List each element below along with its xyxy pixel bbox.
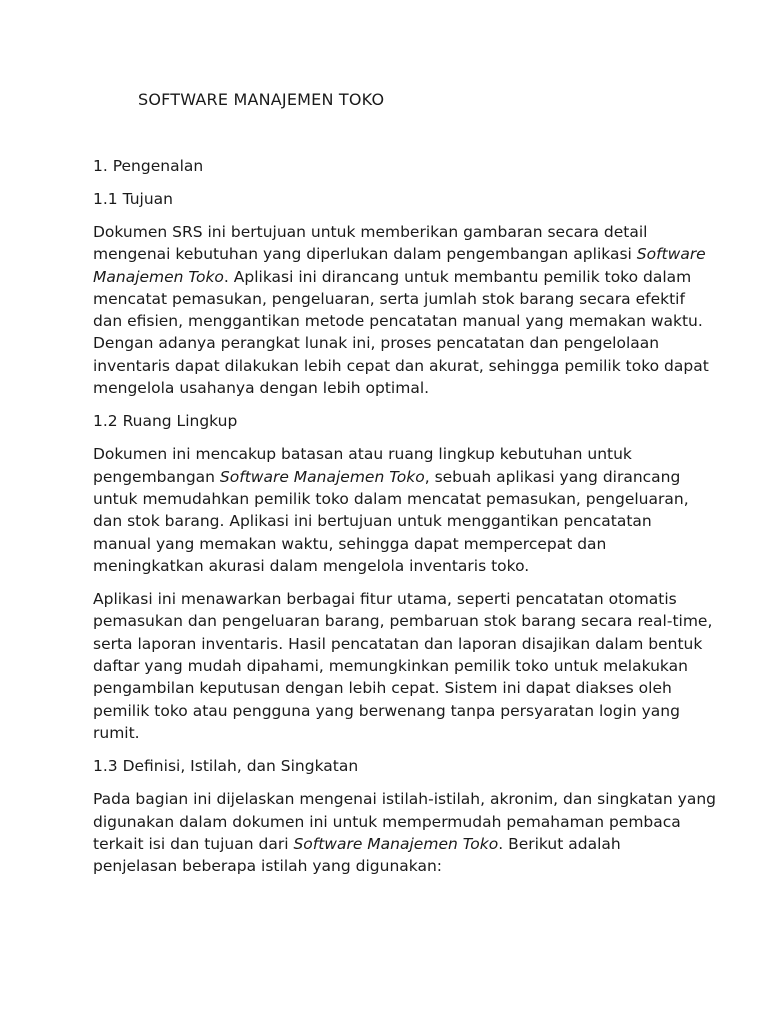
text-line	[93, 355, 709, 377]
text-run: . Berikut adalah	[498, 834, 621, 853]
text-run: rumit.	[93, 723, 140, 742]
text-run: terkait isi dan tujuan dari	[93, 834, 294, 853]
text-line	[93, 811, 683, 833]
text-line	[93, 610, 713, 632]
text-line	[93, 488, 689, 510]
text-line	[93, 788, 717, 810]
section-heading: 1. Pengenalan	[93, 157, 204, 175]
text-line	[93, 443, 683, 465]
text-run: meningkatkan akurasi dalam mengelola inventaris toko.	[93, 556, 530, 575]
text-run: inventaris dapat dilakukan lebih cepat dan akurat, sehingga pemilik toko dapat	[93, 356, 709, 375]
text-line	[93, 588, 683, 610]
text-run: Pada bagian ini dijelaskan mengenai istilah-istilah, akronim, dan singkatan yang	[93, 790, 717, 809]
text-line	[93, 377, 683, 399]
text-run: Dokumen ini mencakup batasan atau ruang lingkup kebutuhan untuk	[93, 445, 632, 464]
text-line	[93, 555, 683, 577]
text-run: manual yang memakan waktu, sehingga dapat mempercepat dan	[93, 534, 607, 553]
text-line	[93, 288, 683, 310]
text-run: . Aplikasi ini dirancang untuk membantu pemilik toko dalam	[223, 267, 692, 286]
paragraph	[93, 443, 689, 577]
text-line	[93, 221, 683, 243]
text-line	[93, 310, 703, 332]
document-body	[93, 155, 717, 888]
text-line	[93, 722, 683, 744]
text-run: daftar yang mudah dipahami, memungkinkan pemilik toko untuk melakukan	[93, 657, 688, 676]
paragraph	[93, 588, 713, 744]
text-run: , sebuah aplikasi yang dirancang	[424, 467, 681, 486]
text-line	[93, 533, 683, 555]
text-line	[93, 700, 683, 722]
italic-text: Software	[636, 245, 706, 264]
paragraph	[93, 221, 709, 399]
text-line	[93, 466, 683, 488]
document-title: SOFTWARE MANAJEMEN TOKO	[138, 90, 385, 109]
text-line	[93, 677, 683, 699]
section-heading: 1.1 Tujuan	[93, 190, 173, 208]
italic-text: Software Manajemen Toko	[219, 467, 425, 486]
text-run: mengenai kebutuhan yang diperlukan dalam pengembangan aplikasi	[93, 245, 637, 264]
text-line	[93, 855, 683, 877]
text-run: serta laporan inventaris. Hasil pencatatan dan laporan disajikan dalam bentuk	[93, 634, 703, 653]
text-run: digunakan dalam dokumen ini untuk mempermudah pemahaman pembaca	[93, 812, 681, 831]
text-run: Dokumen SRS ini bertujuan untuk memberikan gambaran secara detail	[93, 223, 648, 241]
text-run: mencatat pemasukan, pengeluaran, serta jumlah stok barang secara efektif	[93, 289, 685, 308]
section-heading: 1.2 Ruang Lingkup	[93, 412, 238, 431]
text-line	[93, 266, 692, 288]
text-run: Dengan adanya perangkat lunak ini, proses pencatatan dan pengelolaan	[93, 334, 660, 353]
text-line	[93, 833, 683, 855]
text-run: dan efisien, menggantikan metode pencatatan manual yang memakan waktu.	[93, 312, 703, 331]
section-heading: 1.3 Definisi, Istilah, dan Singkatan	[93, 757, 359, 776]
text-run: pemasukan dan pengeluaran barang, pembaruan stok barang secara real-time,	[93, 612, 713, 631]
text-run: penjelasan beberapa istilah yang digunakan:	[93, 857, 443, 876]
text-line	[93, 655, 688, 677]
text-line	[93, 243, 706, 265]
text-run: pemilik toko atau pengguna yang berwenang tanpa persyaratan login yang	[93, 701, 680, 720]
text-run: pengembangan	[93, 467, 220, 486]
text-run: Aplikasi ini menawarkan berbagai fitur utama, seperti pencatatan otomatis	[93, 590, 677, 609]
text-run: mengelola usahanya dengan lebih optimal.	[93, 379, 430, 398]
italic-text: Manajemen Toko	[93, 267, 224, 286]
text-run: untuk memudahkan pemilik toko dalam mencatat pemasukan, pengeluaran,	[93, 489, 689, 508]
text-run: dan stok barang. Aplikasi ini bertujuan untuk menggantikan pencatatan	[93, 512, 652, 531]
text-run: pengambilan keputusan dengan lebih cepat. Sistem ini dapat diakses oleh	[93, 679, 672, 698]
text-line	[93, 633, 703, 655]
text-line	[93, 332, 683, 354]
italic-text: Software Manajemen Toko	[293, 834, 499, 853]
text-line	[93, 510, 683, 532]
paragraph	[93, 788, 717, 877]
